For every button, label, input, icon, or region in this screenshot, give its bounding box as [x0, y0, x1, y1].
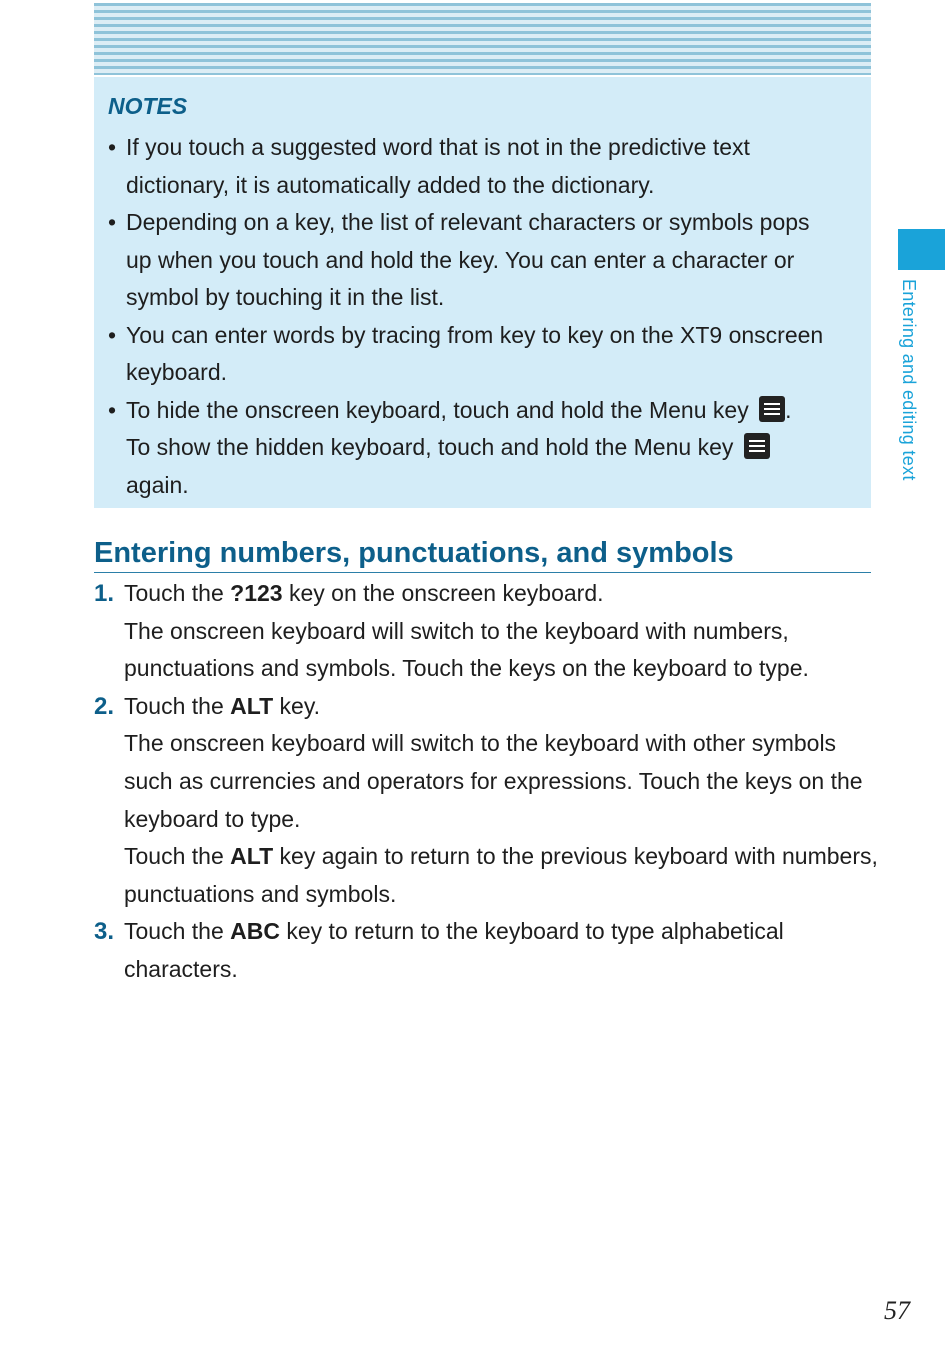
- key-name: ?123: [230, 580, 283, 606]
- chapter-tab: [898, 229, 945, 270]
- step-detail: The onscreen keyboard will switch to the keyboard with numbers, punctuations and symbols. Touch the keys on the keyboard to type.: [124, 617, 809, 682]
- menu-key-icon: [744, 433, 770, 459]
- chapter-label: Entering and editing text: [899, 279, 919, 481]
- step-text: key.: [279, 692, 321, 719]
- step-instruction: [124, 913, 884, 988]
- step-instruction: [124, 575, 884, 613]
- menu-key-icon: [759, 396, 785, 422]
- step-item: [94, 913, 884, 988]
- step-number: 2.: [94, 692, 115, 720]
- step-text: key to return to the keyboard to type alphabetical characters.: [124, 918, 784, 982]
- step-item: [94, 575, 884, 688]
- step-detail: The onscreen keyboard will switch to the keyboard with other symbols such as currencies and operators for expressions. Touch the keys on the keyboard to type.: [124, 730, 863, 832]
- note-text: If you touch a suggested word that is not in the predictive text dictionary, it is automatically added to the dictionary.: [126, 134, 750, 198]
- key-name: ALT: [230, 843, 274, 870]
- notes-box: [94, 77, 871, 508]
- note-text: To show the hidden keyboard, touch and hold the Menu key: [126, 434, 734, 460]
- note-item: [108, 129, 841, 204]
- page-number: 57: [884, 1296, 910, 1325]
- step-item: [94, 688, 884, 914]
- key-name: ABC: [230, 918, 280, 945]
- note-item: [108, 392, 841, 505]
- notes-title: NOTES: [108, 93, 188, 119]
- step-text: Touch the: [124, 580, 224, 606]
- header-stripes: [94, 3, 871, 75]
- step-number: 3.: [94, 918, 115, 946]
- steps-list: [94, 575, 884, 989]
- step-instruction: [124, 688, 884, 726]
- bullet-icon: •: [108, 209, 117, 235]
- step-text: key on the onscreen keyboard.: [288, 580, 604, 606]
- bullet-icon: •: [108, 134, 117, 160]
- step-detail: [124, 838, 884, 913]
- step-text: key again to return to the previous keyboard with numbers, punctuations and symbols.: [124, 843, 878, 907]
- step-text: Touch the: [124, 918, 224, 945]
- bullet-icon: •: [108, 396, 117, 423]
- step-text: Touch the: [124, 843, 224, 870]
- note-text: To hide the onscreen keyboard, touch and hold the Menu key: [126, 396, 749, 423]
- note-text: Depending on a key, the list of relevant characters or symbols pops up when you touch and hold the key. You can enter a character or symbol by touching it in the list.: [126, 209, 810, 310]
- step-number: 1.: [94, 580, 115, 607]
- key-name: ALT: [230, 692, 274, 719]
- note-text: .: [785, 396, 792, 423]
- note-item: [108, 317, 841, 392]
- note-text: You can enter words by tracing from key to key on the XT9 onscreen keyboard.: [126, 321, 824, 385]
- note-text: again.: [126, 471, 189, 498]
- section-title: Entering numbers, punctuations, and symbols: [94, 534, 871, 573]
- bullet-icon: •: [108, 321, 117, 348]
- step-text: Touch the: [124, 692, 224, 719]
- note-item: [108, 204, 841, 317]
